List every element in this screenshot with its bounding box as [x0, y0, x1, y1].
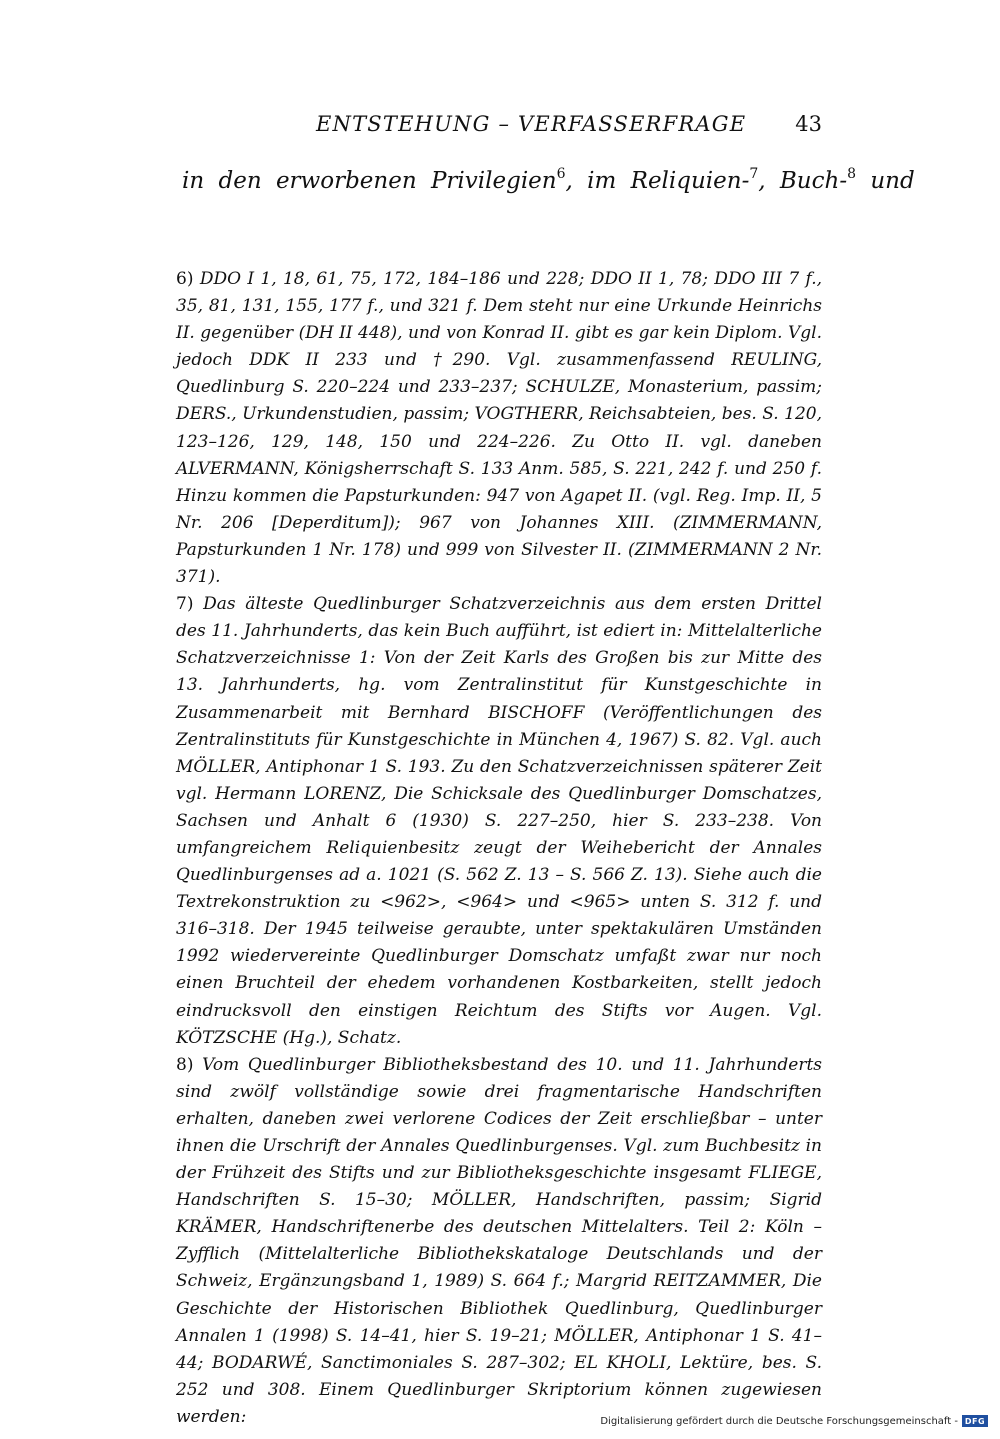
- page-number: 43: [795, 112, 822, 136]
- footnote-number: 6): [176, 269, 194, 289]
- footnote-ref-8[interactable]: 8: [847, 166, 857, 182]
- running-head: [178, 112, 822, 148]
- footnote-ref-7[interactable]: 7: [749, 166, 759, 182]
- dfg-logo-icon: DFG: [962, 1415, 988, 1427]
- body-text-segment: in den erworbenen Privilegien: [182, 168, 557, 194]
- footnote-7: [176, 591, 822, 1052]
- credit-text: Digitalisierung gefördert durch die Deutsche Forschungsgemeinschaft -: [600, 1415, 958, 1427]
- body-text-segment: und: [856, 168, 915, 194]
- chapter-title: ENTSTEHUNG – VERFASSERFRAGE: [316, 112, 747, 136]
- digitization-credit: [600, 1415, 988, 1427]
- body-text-segment: , Buch-: [758, 168, 848, 194]
- footnote-number: 8): [176, 1054, 194, 1075]
- footnote-number: 7): [176, 594, 194, 615]
- footnote-8: [176, 1052, 822, 1431]
- footnote-text: DDO I 1, 18, 61, 75, 172, 184–186 und 228; DDO II 1, 78; DDO III 7 f., 35, 81, 131, 155, 177 f., und 321 f. Dem steht nur eine Urkunde Heinrichs II. gegenüber (DH II 448), und von Konrad II. gibt es gar kein Diplom. Vgl. jedoch DDK II 233 und †290. Vgl. zusammenfassend REULING, Quedlinburg S. 220–224 und 233–237; SCHULZE, Monasterium, passim; DERS., Urkundenstudien, passim; VOGTHERR, Reichsabteien, bes. S. 120, 123–126, 129, 148, 150 und 224–226. Zu Otto II. vgl. daneben ALVERMANN, Königsherrschaft S. 133 Anm. 585, S. 221, 242 f. und 250 f. Hinzu kommen die Papsturkunden: 947 von Agapet II. (vgl. Reg. Imp. II, 5 Nr. 206 [Deperditum]); 967 von Johannes XIII. (ZIMMERMANN, Papsturkunden 1 Nr. 178) und 999 von Silvester II. (ZIMMERMANN 2 Nr. 371).: [176, 269, 823, 588]
- body-text-line: [182, 166, 915, 194]
- footnote-text: Das älteste Quedlinburger Schatzverzeichnis aus dem ersten Drittel des 11. Jahrhunderts, das kein Buch aufführt, ist ediert in: Mittelalterliche Schatzverzeichnisse 1: Von der Zeit Karls des Großen bis zur Mitte des 13. Jahrhunderts, hg. vom Zentralinstitut für Kunstgeschichte in Zusammenarbeit mit Bernhard BISCHOFF (Veröffentlichungen des Zentralinstituts für Kunstgeschichte in München 4, 1967) S. 82. Vgl. auch MÖLLER, Antiphonar 1 S. 193. Zu den Schatzverzeichnissen späterer Zeit vgl. Hermann LORENZ, Die Schicksale des Quedlinburger Domschatzes, Sachsen und Anhalt 6 (1930) S. 227–250, hier S. 233–238. Von umfangreichem Reliquienbesitz zeugt der Weihebericht der Annales Quedlinburgenses ad a. 1021 (S. 562 Z. 13 – S. 566 Z. 13). Siehe auch die Textrekonstruktion zu <962>, <964> und <965> unten S. 312 f. und 316–318. Der 1945 teilweise geraubte, unter spektakulären Umständen 1992 wiedervereinte Quedlinburger Domschatz umfaßt zwar nur noch einen Bruchteil der ehedem vorhandenen Kostbarkeiten, stellt jedoch eindrucksvoll den einstigen Reichtum des Stifts vor Augen. Vgl. KÖTZSCHE (Hg.), Schatz.: [176, 594, 822, 1048]
- footnote-6: [176, 266, 822, 591]
- footnote-text: Vom Quedlinburger Bibliotheksbestand des 10. und 11. Jahrhunderts sind zwölf vollständige sowie drei fragmentarische Handschriften erhalten, daneben zwei verlorene Codices der Zeit erschließbar – unter ihnen die Urschrift der Annales Quedlinburgenses. Vgl. zum Buchbesitz in der Frühzeit des Stifts und zur Bibliotheksgeschichte insgesamt FLIEGE, Handschriften S. 15–30; MÖLLER, Handschriften, passim; Sigrid KRÄMER, Handschriftenerbe des deutschen Mittelalters. Teil 2: Köln – Zyfflich (Mittelalterliche Bibliothekskataloge Deutschlands und der Schweiz, Ergänzungsband 1, 1989) S. 664 f.; Margrid REITZAMMER, Die Geschichte der Historischen Bibliothek Quedlinburg, Quedlinburger Annalen 1 (1998) S. 14–41, hier S. 19–21; MÖLLER, Antiphonar 1 S. 41–44; BODARWÉ, Sanctimoniales S. 287–302; EL KHOLI, Lektüre, bes. S. 252 und 308. Einem Quedlinburger Skriptorium können zugewiesen werden:: [176, 1054, 823, 1427]
- footnotes-block: [176, 266, 822, 1431]
- body-text-segment: , im Reliquien-: [565, 168, 750, 194]
- footnote-ref-6[interactable]: 6: [556, 166, 566, 182]
